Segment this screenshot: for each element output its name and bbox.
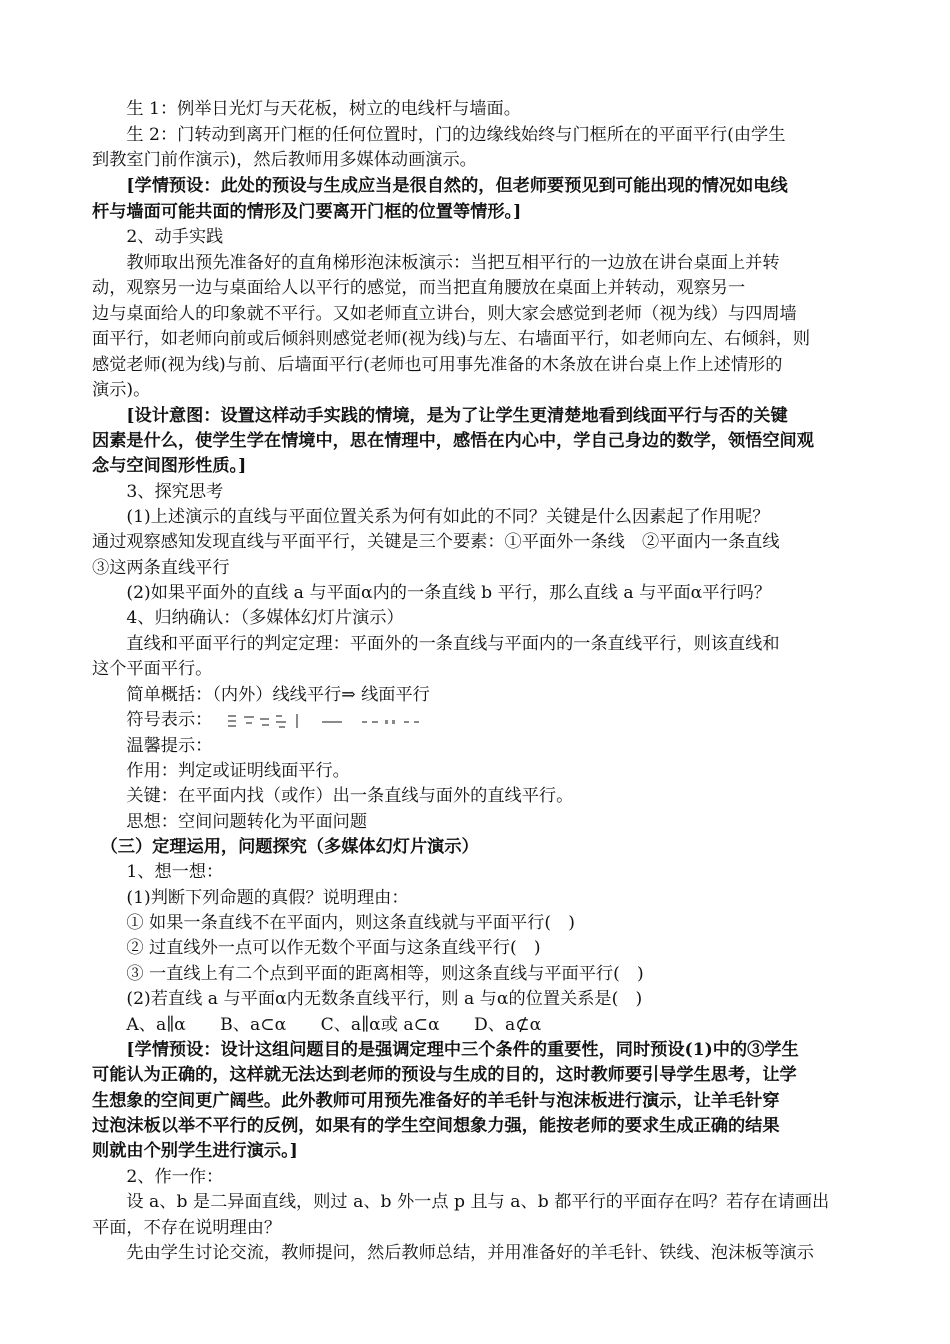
note-line: [设计意图：设置这样动手实践的情境，是为了让学生更清楚地看到线面平行与否的关键	[92, 406, 788, 426]
text-line: 教师取出预先准备好的直角梯形泡沫板演示：当把互相平行的一边放在讲台桌面上并转	[92, 253, 780, 273]
text-line: 先由学生讨论交流，教师提问，然后教师总结，并用准备好的羊毛针、铁线、泡沫板等演示	[92, 1243, 814, 1263]
text-line: 关键：在平面内找（或作）出一条直线与面外的直线平行。	[92, 786, 574, 806]
text-line: ③这两条直线平行	[92, 558, 230, 578]
note-line: 因素是什么，使学生学在情境中，思在情理中，感悟在内心中，学自己身边的数学，领悟空间观	[92, 431, 814, 451]
section-heading: 1、想一想：	[92, 862, 224, 882]
question-item: ③ 一直线上有二个点到平面的距离相等，则这条直线与平面平行( )	[92, 964, 644, 984]
note-line: 念与空间图形性质。]	[92, 456, 247, 476]
note-line: 可能认为正确的，这样就无法达到老师的预设与生成的目的，这时教师要引导学生思考，让学	[92, 1065, 797, 1085]
section-heading: 2、作一作：	[92, 1167, 224, 1187]
question-item: ① 如果一条直线不在平面内，则这条直线就与平面平行( )	[92, 913, 575, 933]
note-line: 生想象的空间更广阔些。此外教师可用预先准备好的羊毛针与泡沫板进行演示，让羊毛针穿	[92, 1091, 780, 1111]
note-line: 过泡沫板以举不平行的反例，如果有的学生空间想象力强，能按老师的要求生成正确的结果	[92, 1116, 780, 1136]
text-line: 面平行，如老师向前或后倾斜则感觉老师(视为线)与左、右墙面平行，如老师向左、右倾斜，则	[92, 329, 811, 349]
note-line: 则就由个别学生进行演示。]	[92, 1141, 298, 1161]
section-heading: 4、归纳确认：（多媒体幻灯片演示）	[92, 608, 404, 628]
text-line: 设 a、b 是二异面直线，则过 a、b 外一点 p 且与 a、b 都平行的平面存在吗？若存在请画出	[92, 1192, 830, 1212]
section-heading: （三）定理运用，问题探究（多媒体幻灯片演示）	[92, 837, 479, 857]
text-line: 生 1：例举日光灯与天花板，树立的电线杆与墙面。	[92, 99, 521, 119]
question-item: (2)若直线 a 与平面α内无数条直线平行，则 a 与α的位置关系是( )	[92, 989, 643, 1009]
text-line: 到教室门前作演示)，然后教师用多媒体动画演示。	[92, 150, 477, 170]
text-line: (2)如果平面外的直线 a 与平面α内的一条直线 b 平行，那么直线 a 与平面α平行吗？	[92, 583, 772, 603]
symbol-line	[92, 708, 434, 732]
text-line: 动，观察另一边与桌面给人以平行的感觉，而当把直角腰放在桌面上并转动，观察另一	[92, 278, 746, 298]
note-line: [学情预设：设计这组问题目的是强调定理中三个条件的重要性，同时预设(1)中的③学生	[92, 1040, 799, 1060]
text-line: 演示)。	[92, 380, 151, 400]
text-line: 作用：判定或证明线面平行。	[92, 761, 350, 781]
section-heading: 2、动手实践	[92, 227, 224, 247]
text-line: (1)判断下列命题的真假？说明理由：	[92, 888, 409, 908]
text-line: 通过观察感知发现直线与平面平行，关键是三个要素：①平面外一条线 ②平面内一条直线	[92, 532, 780, 552]
text-line: 简单概括：（内外）线线平行⇒ 线面平行	[92, 685, 430, 705]
section-heading: 3、探究思考	[92, 482, 224, 502]
text-line: 平面，不存在说明理由？	[92, 1218, 282, 1238]
text-line: 温馨提示：	[92, 736, 213, 756]
text-line: 直线和平面平行的判定定理：平面外的一条直线与平面内的一条直线平行，则该直线和	[92, 634, 780, 654]
answer-options: A、a∥α B、a⊂α C、a∥α或 a⊂α D、a⊄α	[92, 1015, 542, 1035]
note-line: [学情预设：此处的预设与生成应当是很自然的，但老师要预见到可能出现的情况如电线	[92, 176, 788, 196]
symbol-label: 符号表示：	[92, 710, 213, 730]
symbol-formula-image	[224, 712, 434, 730]
text-line: 思想：空间问题转化为平面问题	[92, 812, 368, 832]
text-line: 生 2：门转动到离开门框的任何位置时，门的边缘线始终与门框所在的平面平行(由学生	[92, 125, 786, 145]
text-line: (1)上述演示的直线与平面位置关系为何有如此的不同？关键是什么因素起了作用呢？	[92, 507, 770, 527]
note-line: 杆与墙面可能共面的情形及门要离开门框的位置等情形。]	[92, 202, 522, 222]
text-line: 这个平面平行。	[92, 659, 213, 679]
text-line: 感觉老师(视为线)与前、后墙面平行(老师也可用事先准备的木条放在讲台桌上作上述情形的	[92, 355, 783, 375]
question-item: ② 过直线外一点可以作无数个平面与这条直线平行( )	[92, 938, 541, 958]
text-line: 边与桌面给人的印象就不平行。又如老师直立讲台，则大家会感觉到老师（视为线）与四周墙	[92, 304, 797, 324]
